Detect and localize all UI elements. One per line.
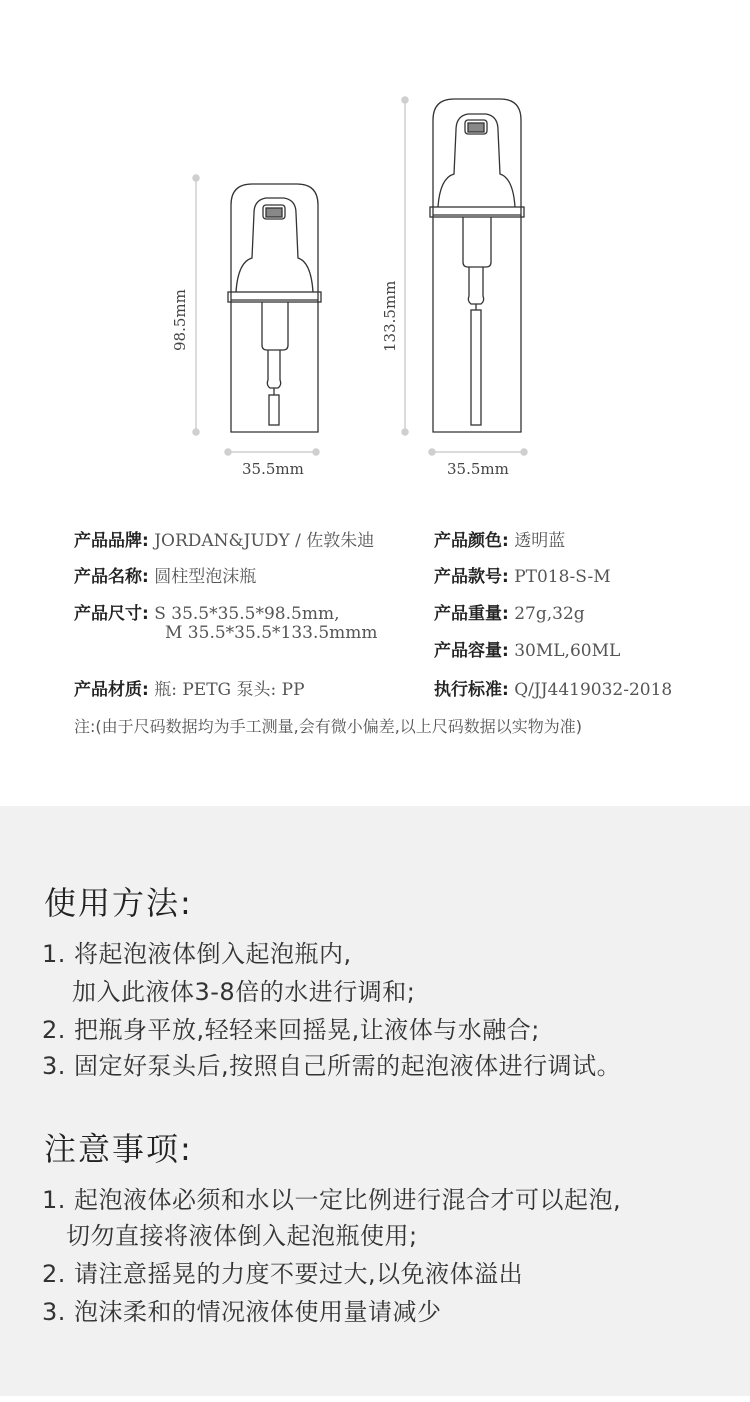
measurement-note: 注:(由于尺码数据均为手工测量,会有微小偏差,以上尺码数据以实物为准)	[74, 717, 583, 736]
spec-color	[434, 526, 565, 551]
large-width-label: 35.5mm	[447, 460, 509, 478]
notes-item-3: 3. 泡沫柔和的情况液体使用量请减少	[42, 1298, 442, 1326]
spec-size-value-m: M 35.5*35.5*133.5mmm	[165, 623, 378, 643]
spec-standard-value: Q/JJ4419032-2018	[514, 680, 673, 700]
notes-item-1-cont: 切勿直接将液体倒入起泡瓶使用;	[66, 1222, 418, 1250]
spec-capacity-key: 产品容量:	[434, 641, 509, 661]
spec-model-key: 产品款号:	[434, 567, 509, 587]
usage-step-1: 1. 将起泡液体倒入起泡瓶内,	[42, 940, 352, 968]
spec-brand-value: JORDAN&JUDY / 佐敦朱迪	[154, 531, 375, 551]
notes-title: 注意事项:	[44, 1130, 193, 1168]
usage-step-1-cont: 加入此液体3-8倍的水进行调和;	[72, 978, 416, 1006]
spec-weight-key: 产品重量:	[434, 604, 509, 624]
spec-model-value: PT018-S-M	[514, 567, 611, 587]
spec-brand-key: 产品品牌:	[74, 531, 149, 551]
spec-name	[74, 562, 256, 587]
spec-material-value: 瓶: PETG 泵头: PP	[154, 680, 305, 700]
large-height-label: 133.5mm	[381, 280, 399, 352]
small-width-label: 35.5mm	[242, 460, 304, 478]
spec-weight	[434, 599, 585, 624]
spec-color-value: 透明蓝	[514, 531, 566, 551]
spec-name-key: 产品名称:	[74, 567, 149, 587]
usage-title: 使用方法:	[44, 884, 193, 922]
notes-item-2: 2. 请注意摇晃的力度不要过大,以免液体溢出	[42, 1260, 524, 1288]
small-height-label: 98.5mm	[171, 289, 189, 351]
usage-step-3: 3. 固定好泵头后,按照自己所需的起泡液体进行调试。	[42, 1052, 622, 1080]
spec-size-line2	[165, 623, 378, 643]
spec-capacity-value: 30ML,60ML	[514, 641, 621, 661]
bottle-drawing	[0, 0, 750, 500]
spec-material-key: 产品材质:	[74, 680, 149, 700]
spec-model	[434, 562, 611, 587]
notes-item-1: 1. 起泡液体必须和水以一定比例进行混合才可以起泡,	[42, 1186, 622, 1214]
spec-name-value: 圆柱型泡沫瓶	[154, 567, 257, 587]
usage-step-2: 2. 把瓶身平放,轻轻来回摇晃,让液体与水融合;	[42, 1016, 540, 1044]
spec-standard-key: 执行标准:	[434, 680, 509, 700]
spec-brand	[74, 526, 374, 551]
spec-capacity	[434, 636, 620, 661]
spec-color-key: 产品颜色:	[434, 531, 509, 551]
spec-weight-value: 27g,32g	[514, 604, 585, 624]
spec-standard	[434, 675, 672, 700]
spec-size-key: 产品尺寸:	[74, 604, 149, 624]
bottle-diagram	[0, 0, 750, 500]
spec-size-value-s: S 35.5*35.5*98.5mm,	[154, 604, 340, 624]
instruction-panel	[0, 806, 750, 1396]
spec-size	[74, 599, 339, 624]
spec-material	[74, 675, 305, 700]
